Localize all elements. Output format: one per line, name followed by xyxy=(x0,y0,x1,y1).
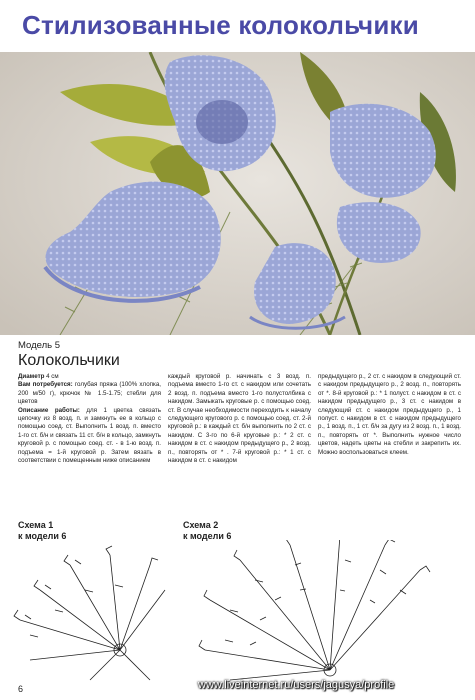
scheme-1-title: Схема 1 xyxy=(18,520,54,530)
instructions-column-2: каждый круговой р. начинать с 3 возд. п. подъема вместо 1-го ст. с накидом или сочетать 2 возд. п. подъема вместо 1-го полустолбика с накидом. Замыкать круговые р. с помощью соед. ст. В случае необходимости переходить к началу следующего кругового р. с помощью соед. ст. 2-й круговой р.: в каждый ст. б/н выполнить по 2 ст. с накидом. С 3-го по 6-й круговые р.: * 2 ст. с накидом в ст. с накидом предыдущего р., 2 возд. п., повторять от * . 7-й круговой р.: * 1 ст. с накидом в ст. с накидом xyxy=(168,373,311,465)
instructions-text xyxy=(18,373,461,483)
diameter-label: Диаметр xyxy=(18,373,45,380)
page-header xyxy=(0,0,475,52)
instructions-column-1 xyxy=(18,373,161,465)
model-title: Колокольчики xyxy=(18,352,120,369)
scheme-1-label xyxy=(18,520,66,542)
watermark-url: www.liveinternet.ru/users/jagusya/profile xyxy=(198,679,395,691)
model-heading xyxy=(18,340,458,370)
scheme-2-label xyxy=(183,520,231,542)
scheme-2-subtitle: к модели 6 xyxy=(183,531,232,541)
description-value: для 1 цветка связать цепочку из 8 возд. п. и замкнуть ее в кольцо с помощью соед. ст. Выполнить 1 возд. п. вместо 1-го ст. б/н и связать 11 ст. б/н в кольцо, замкнуть круговой р. с помощью соед. ст. - в 1-ю возд. п. подъема = 1-й круговой р. Затем вязать в соответствии с помещенным ниже описанием xyxy=(18,406,161,465)
description-label: Описание работы: xyxy=(18,406,80,414)
page-title: Стилизованные колокольчики xyxy=(22,10,419,40)
scheme-2-title: Схема 2 xyxy=(183,520,219,530)
scheme-1-diagram xyxy=(14,546,165,680)
flowers-illustration xyxy=(0,52,475,335)
needs-value: голубая пряжа (100% хлопка, 200 м/50 г), крючок № 1.5-1.75; стебли для цветов xyxy=(18,381,161,406)
page-number: 6 xyxy=(18,684,24,694)
scheme-2-diagram xyxy=(199,540,430,680)
diameter-value: 4 см xyxy=(44,373,59,380)
needs-label: Вам потребуется: xyxy=(18,381,73,389)
scheme-1-subtitle: к модели 6 xyxy=(18,531,67,541)
crochet-diagrams xyxy=(0,540,475,690)
model-number: Модель 5 xyxy=(18,340,61,351)
instructions-column-3: предыдущего р., 2 ст. с накидом в следующий ст. с накидом предыдущего р., 2 возд. п., повторять от *. 8-й круговой р.: * 1 полуст. с накидом в ст. с накидом предыдущего р., 3 ст. с накидом в следующий ст. с накидом предыдущего р., 1 полуст. с накидом в ст. с накидом предыдущего р., 1 возд. п., 1 ст. б/н за дугу из 2 возд. п., 1 возд. п., повторять от *. Выполнить нужное число цветов, надеть цветы на стебли и закрепить их. Можно воспользоваться клеем. xyxy=(318,373,461,456)
flowers-photo xyxy=(0,52,475,335)
crochet-schemes-graphic xyxy=(0,540,475,690)
